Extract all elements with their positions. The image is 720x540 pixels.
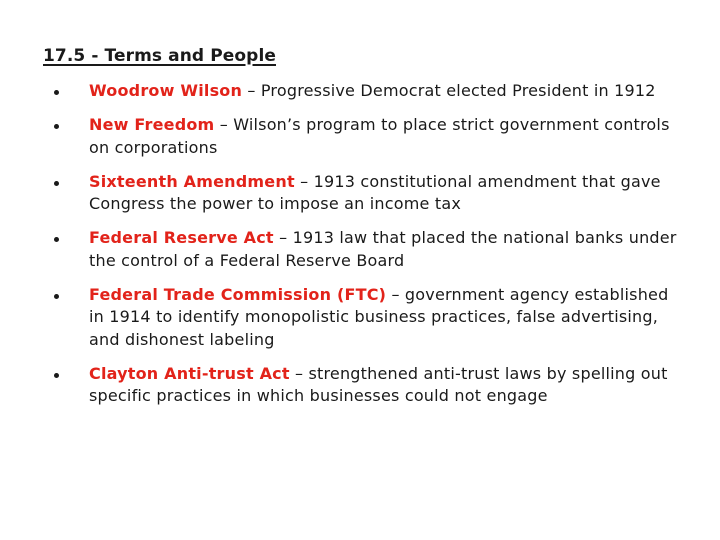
slide-title: 17.5 - Terms and People [43,46,276,66]
term-sixteenth-amendment: Sixteenth Amendment [89,171,295,191]
term-federal-reserve-act: Federal Reserve Act [89,228,274,247]
definition-text: – strengthened anti-trust laws by spelling out specific practices in which businesses could not engage [89,363,668,405]
definition-text: – Progressive Democrat elected President in 1912 [242,81,656,100]
term-federal-trade-commission: Federal Trade Commission (FTC) [89,284,387,304]
bullet-icon [54,124,59,129]
bullet-icon [54,237,59,242]
definition-text: – 1913 law that placed the national banks under the control of a Federal Reserve Board [89,228,677,270]
terms-list [50,80,678,419]
list-item [50,227,678,272]
term-woodrow-wilson: Woodrow Wilson [89,81,243,100]
bullet-icon [54,90,59,95]
list-item [50,284,678,352]
definition-text: – 1913 constitutional amendment that gave Congress the power to impose an income tax [89,171,661,213]
list-item [50,171,678,216]
bullet-icon [54,181,59,186]
term-clayton-anti-trust-act: Clayton Anti-trust Act [89,363,290,383]
list-item [50,114,678,159]
term-new-freedom: New Freedom [89,115,215,134]
list-item [50,80,678,103]
bullet-icon [54,373,59,378]
bullet-icon [54,294,59,299]
definition-text: – government agency established in 1914 to identify monopolistic business practices, false advertising, and dishonest labeling [89,284,669,349]
definition-text: – Wilson’s program to place strict government controls on corporations [89,115,670,157]
list-item [50,363,678,408]
